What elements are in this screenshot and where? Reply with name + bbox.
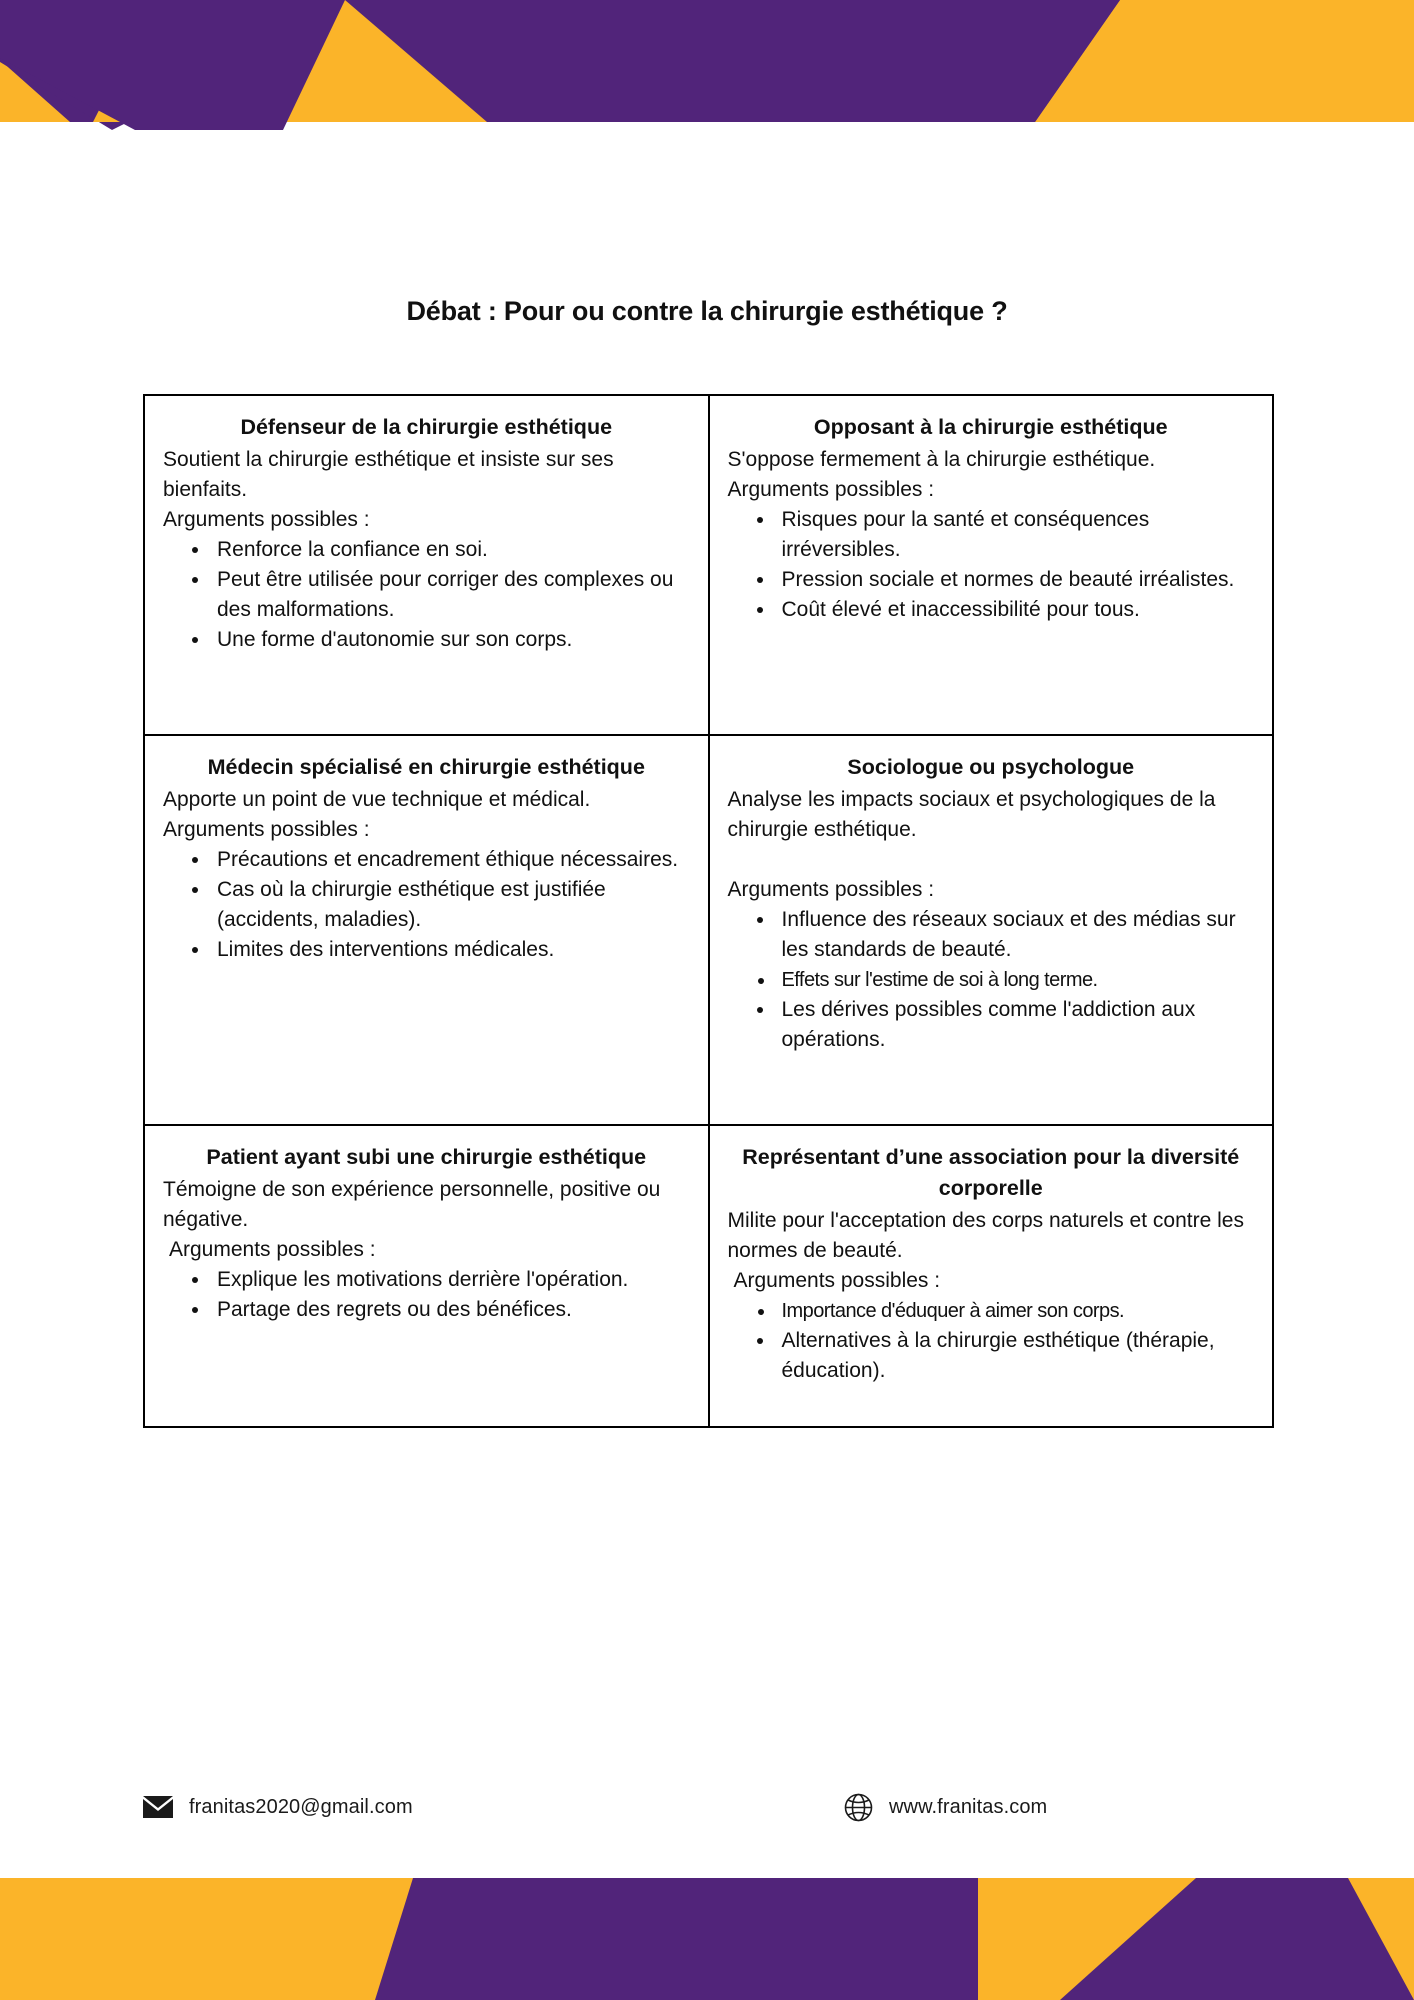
role-title: Médecin spécialisé en chirurgie esthétique: [207, 755, 645, 779]
footer-email[interactable]: [143, 1792, 413, 1822]
list-item: • Précautions et encadrement éthique nécessaires.: [211, 845, 690, 875]
role-description: Apporte un point de vue technique et médical.: [163, 788, 591, 811]
top-decoration: [0, 0, 1414, 130]
list-item: • Une forme d'autonomie sur son corps.: [211, 625, 690, 655]
role-title: Patient ayant subi une chirurgie esthétique: [206, 1145, 647, 1169]
list-item: • Risques pour la santé et conséquences irréversibles.: [776, 505, 1255, 565]
list-item: • Effets sur l'estime de soi à long terme.: [776, 965, 1255, 995]
list-item: • Peut être utilisée pour corriger des complexes ou des malformations.: [211, 565, 690, 625]
table-row: [144, 395, 1273, 735]
role-description: Témoigne de son expérience personnelle, positive ou négative.: [163, 1178, 661, 1231]
globe-icon: [843, 1792, 873, 1822]
arguments-label: Arguments possibles :: [733, 1269, 941, 1292]
page-title: Débat : Pour ou contre la chirurgie esthétique ?: [406, 296, 1008, 326]
list-item: • Cas où la chirurgie esthétique est justifiée (accidents, maladies).: [211, 875, 690, 935]
arguments-label: Arguments possibles :: [727, 478, 935, 501]
footer: [143, 1792, 1274, 1838]
list-item: • Limites des interventions médicales.: [211, 935, 690, 965]
table-cell-patient: [144, 1125, 709, 1427]
list-item: • Influence des réseaux sociaux et des médias sur les standards de beauté.: [776, 905, 1255, 965]
bottom-decoration: [0, 1878, 1414, 2000]
roles-table: [143, 394, 1274, 1428]
list-item: • Renforce la confiance en soi.: [211, 535, 690, 565]
list-item: • Les dérives possibles comme l'addiction aux opérations.: [776, 995, 1255, 1055]
list-item: • Pression sociale et normes de beauté irréalistes.: [776, 565, 1255, 595]
role-title: Représentant d’une association pour la diversité corporelle: [742, 1145, 1240, 1200]
footer-website[interactable]: [843, 1792, 1047, 1822]
role-description: S'oppose fermement à la chirurgie esthétique.: [727, 448, 1156, 471]
arguments-list: [163, 1265, 690, 1325]
envelope-icon: [143, 1792, 173, 1822]
role-title: Opposant à la chirurgie esthétique: [813, 415, 1168, 439]
arguments-list: [163, 535, 690, 655]
arguments-list: [728, 905, 1255, 1055]
footer-email-text: franitas2020@gmail.com: [189, 1795, 413, 1818]
arguments-label: Arguments possibles :: [163, 818, 370, 841]
role-title: Défenseur de la chirurgie esthétique: [240, 415, 613, 439]
arguments-label: Arguments possibles :: [727, 878, 935, 901]
role-description: Milite pour l'acceptation des corps naturels et contre les normes de beauté.: [727, 1209, 1244, 1262]
table-cell-association: [709, 1125, 1274, 1427]
table-row: [144, 735, 1273, 1125]
table-cell-opponent: [709, 395, 1274, 735]
list-item: • Explique les motivations derrière l'opération.: [211, 1265, 690, 1295]
role-description: Analyse les impacts sociaux et psychologiques de la chirurgie esthétique.: [727, 788, 1216, 841]
list-item: • Importance d'éduquer à aimer son corps.: [776, 1296, 1255, 1326]
table-cell-sociologist: [709, 735, 1274, 1125]
table-cell-defender: [144, 395, 709, 735]
role-title: Sociologue ou psychologue: [847, 755, 1135, 779]
arguments-list: [728, 505, 1255, 625]
blank-line: [728, 845, 1255, 875]
list-item: • Partage des regrets ou des bénéfices.: [211, 1295, 690, 1325]
role-description: Soutient la chirurgie esthétique et insiste sur ses bienfaits.: [163, 448, 614, 501]
arguments-label: Arguments possibles :: [169, 1238, 376, 1261]
footer-website-text: www.franitas.com: [889, 1795, 1048, 1818]
arguments-label: Arguments possibles :: [163, 508, 370, 531]
table-cell-doctor: [144, 735, 709, 1125]
arguments-list: [728, 1296, 1255, 1386]
table-row: [144, 1125, 1273, 1427]
arguments-list: [163, 845, 690, 965]
list-item: • Alternatives à la chirurgie esthétique (thérapie, éducation).: [776, 1326, 1255, 1386]
list-item: • Coût élevé et inaccessibilité pour tous.: [776, 595, 1255, 625]
